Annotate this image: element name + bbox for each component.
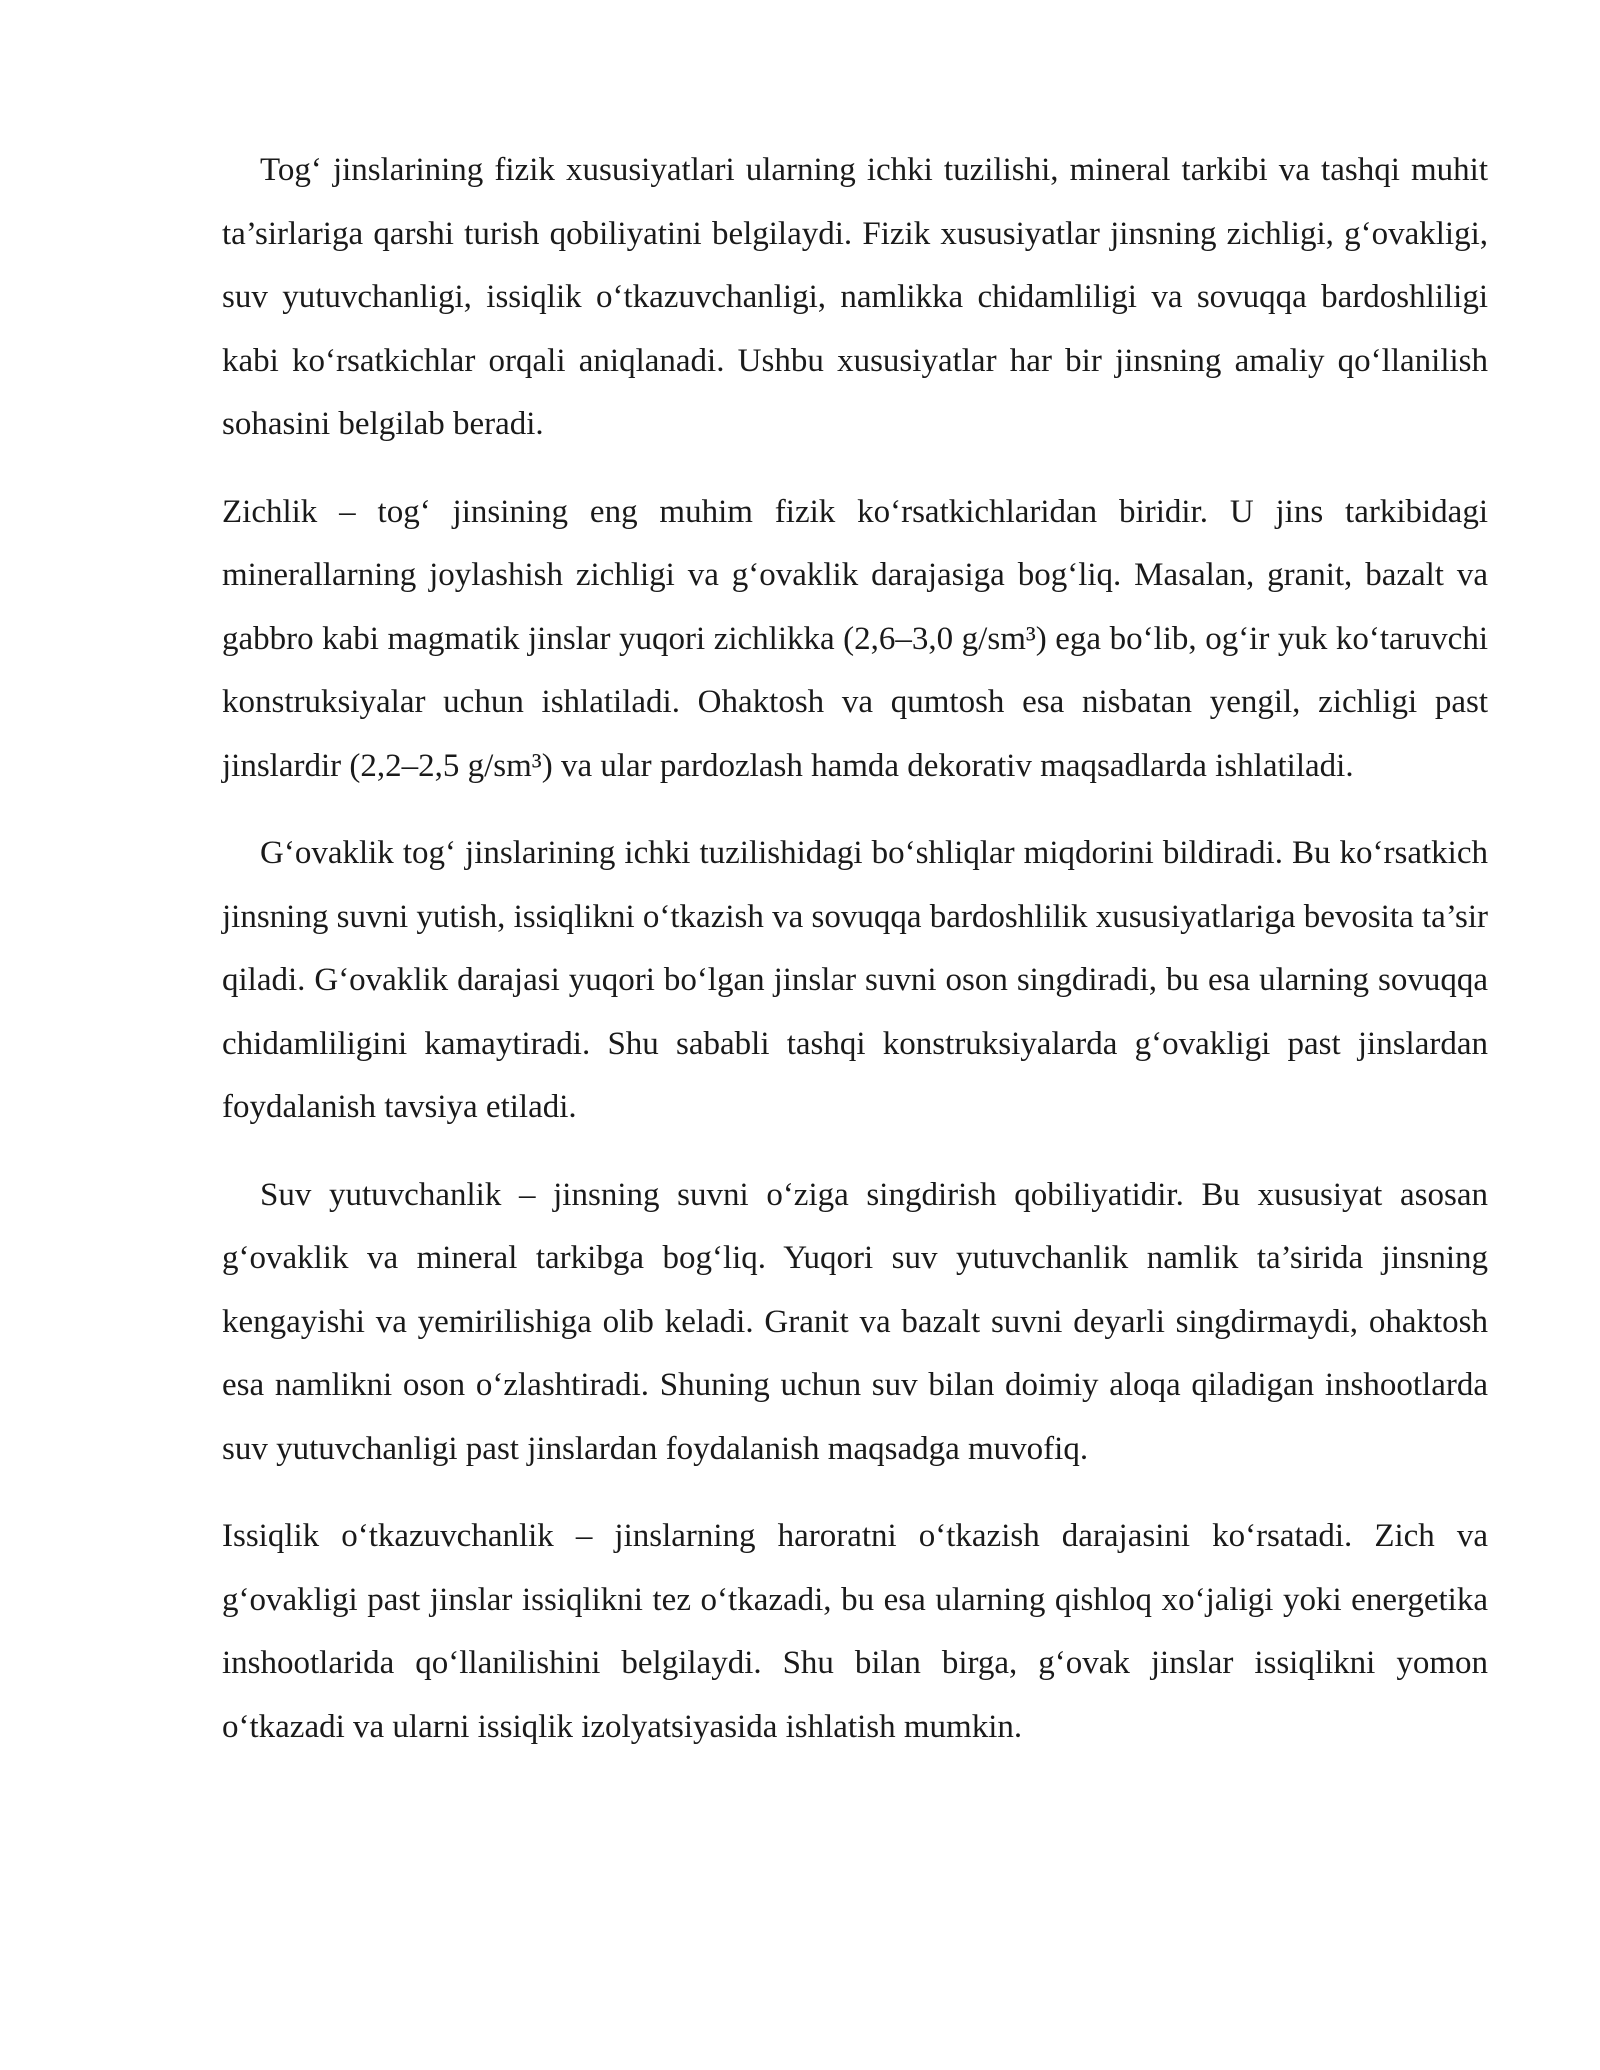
paragraph-rock-physical-properties: Tog‘ jinslarining fizik xususiyatlari ularning ichki tuzilishi, mineral tarkibi va tashqi muhit ta’sirlariga qarshi turish qobiliyatini belgilaydi. Fizik xususiyatlar jinsning zichligi, g‘ovakligi, suv yutuvchanligi, issiqlik o‘tkazuvchanligi, namlikka chidamliligi va sovuqqa bardoshliligi kabi ko‘rsatkichlar orqali aniqlanadi. Ushbu xususiyatlar har bir jinsning amaliy qo‘llanilish sohasini belgilab beradi. xyxy=(222,152,1488,442)
paragraph-density: Zichlik – tog‘ jinsining eng muhim fizik ko‘rsatkichlaridan biridir. U jins tarkibidagi minerallarning joylashish zichligi va g‘ovaklik darajasiga bog‘liq. Masalan, granit, bazalt va gabbro kabi magmatik jinslar yuqori zichlikka (2,6–3,0 g/sm³) ega bo‘lib, og‘ir yuk ko‘taruvchi konstruksiyalar uchun ishlatiladi. Ohaktosh va qumtosh esa nisbatan yengil, zichligi past jinslardir (2,2–2,5 g/sm³) va ular pardozlash hamda dekorativ maqsadlarda ishlatiladi. xyxy=(222,493,1488,784)
paragraph-thermal-conductivity: Issiqlik o‘tkazuvchanlik – jinslarning haroratni o‘tkazish darajasini ko‘rsatadi. Zich va g‘ovakligi past jinslar issiqlikni tez o‘tkazadi, bu esa ularning qishloq xo‘jaligi yoki energetika inshootlarida qo‘llanilishini belgilaydi. Shu bilan birga, g‘ovak jinslar issiqlikni yomon o‘tkazadi va ularni issiqlik izolyatsiyasida ishlatish mumkin. xyxy=(222,1518,1488,1745)
document-body xyxy=(222,139,1488,1783)
paragraph-porosity: G‘ovaklik tog‘ jinslarining ichki tuzilishidagi bo‘shliqlar miqdorini bildiradi. Bu ko‘rsatkich jinsning suvni yutish, issiqlikni o‘tkazish va sovuqqa bardoshlilik xususiyatlariga bevosita ta’sir qiladi. G‘ovaklik darajasi yuqori bo‘lgan jinslar suvni oson singdiradi, bu esa ularning sovuqqa chidamliligini kamaytiradi. Shu sababli tashqi konstruksiyalarda g‘ovakligi past jinslardan foydalanish tavsiya etiladi. xyxy=(222,835,1488,1125)
paragraph-water-absorption: Suv yutuvchanlik – jinsning suvni o‘ziga singdirish qobiliyatidir. Bu xususiyat asosan g‘ovaklik va mineral tarkibga bog‘liq. Yuqori suv yutuvchanlik namlik ta’sirida jinsning kengayishi va yemirilishiga olib keladi. Granit va bazalt suvni deyarli singdirmaydi, ohaktosh esa namlikni oson o‘zlashtiradi. Shuning uchun suv bilan doimiy aloqa qiladigan inshootlarda suv yutuvchanligi past jinslardan foydalanish maqsadga muvofiq. xyxy=(222,1176,1488,1467)
